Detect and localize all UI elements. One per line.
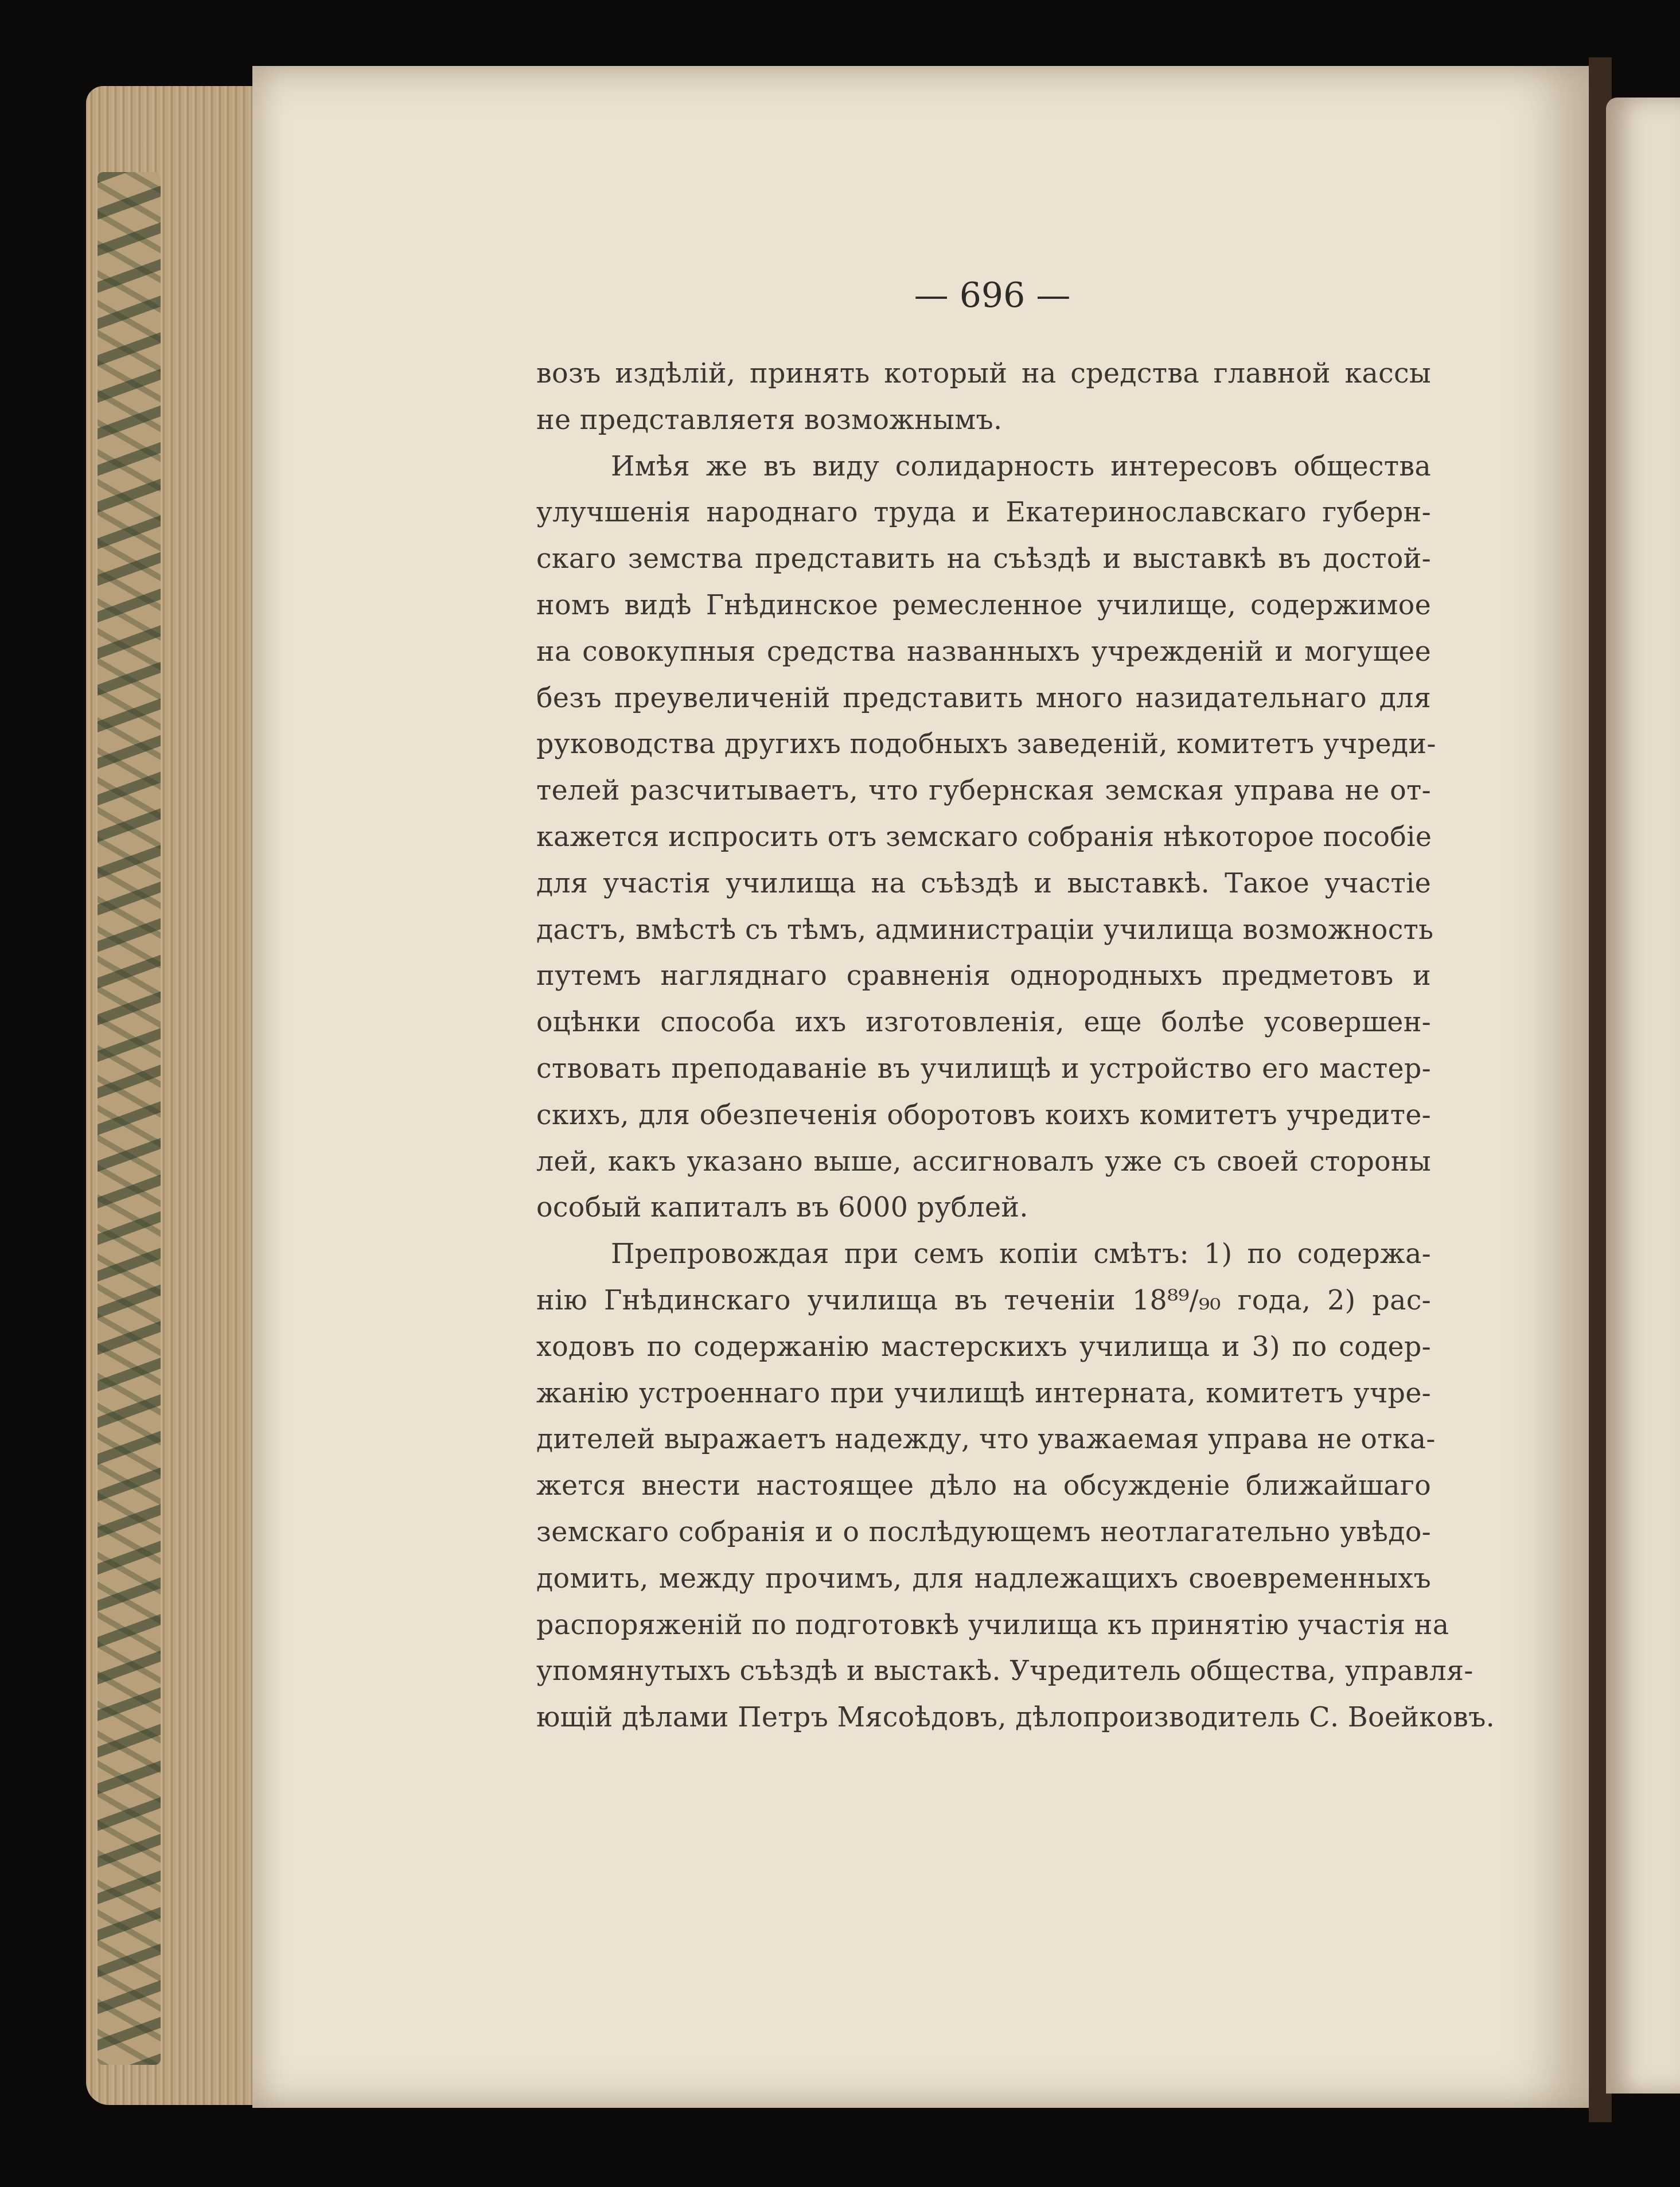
marbled-edge	[98, 172, 161, 2065]
text-line: на совокупныя средства названныхъ учрежденій и могущее	[536, 636, 1431, 668]
text-line: земскаго собранія и о послѣдующемъ неотлагательно увѣдо-	[536, 1516, 1431, 1548]
text-line: Имѣя же въ виду солидарность интересовъ общества	[611, 450, 1431, 482]
text-line: жется внести настоящее дѣло на обсужденіе ближайшаго	[536, 1470, 1431, 1502]
adjacent-page-edge	[1606, 98, 1680, 2094]
text-line: нію Гнѣдинскаго училища въ теченіи 18⁸⁹/₉₀ года, 2) рас-	[536, 1284, 1431, 1316]
text-line: лей, какъ указано выше, ассигновалъ уже съ своей стороны	[536, 1145, 1431, 1178]
text-line: упомянутыхъ съѣздѣ и выстакѣ. Учредитель общества, управля-	[536, 1655, 1474, 1687]
text-line: распоряженій по подготовкѣ училища къ принятію участія на	[536, 1609, 1449, 1641]
page-number: — 696 —	[914, 275, 1071, 315]
text-line: дастъ, вмѣстѣ съ тѣмъ, администраціи училища возможность	[536, 914, 1434, 946]
text-line: особый капиталъ въ 6000 рублей.	[536, 1192, 1028, 1224]
text-line: ходовъ по содержанію мастерскихъ училища и 3) по содер-	[536, 1331, 1431, 1363]
text-line: руководства другихъ подобныхъ заведеній, комитетъ учреди-	[536, 728, 1436, 761]
text-line: путемъ нагляднаго сравненія однородныхъ предметовъ и	[536, 960, 1431, 992]
book-page-edges	[86, 86, 258, 2105]
page-body-text	[536, 351, 1495, 1741]
text-line: кажется испросить отъ земскаго собранія нѣкоторое пособіе	[536, 821, 1432, 853]
text-line: Препровождая при семъ копіи смѣтъ: 1) по содержа-	[611, 1238, 1431, 1270]
text-line: ствовать преподаваніе въ училищѣ и устройство его мастер-	[536, 1052, 1431, 1085]
text-line: оцѣнки способа ихъ изготовленія, еще болѣе усовершен-	[536, 1007, 1431, 1039]
text-line: домить, между прочимъ, для надлежащихъ своевременныхъ	[536, 1562, 1431, 1595]
text-line: жанію устроеннаго при училищѣ интерната, комитетъ учре-	[536, 1377, 1431, 1409]
text-line: возъ издѣлій, принять который на средства главной кассы	[536, 358, 1431, 389]
text-line: улучшенія народнаго труда и Екатеринославскаго губерн-	[536, 497, 1431, 529]
left-background	[0, 0, 86, 2187]
text-line: не представляетя возможнымъ.	[536, 404, 1003, 436]
text-line: ющій дѣлами Петръ Мясоѣдовъ, дѣлопроизводитель С. Воейковъ.	[536, 1702, 1495, 1734]
text-line: номъ видѣ Гнѣдинское ремесленное училище, содержимое	[536, 589, 1431, 621]
text-line: скихъ, для обезпеченія оборотовъ коихъ комитетъ учредите-	[536, 1099, 1431, 1131]
text-line: для участія училища на съѣздѣ и выставкѣ. Такое участіе	[536, 867, 1431, 899]
text-line: безъ преувеличеній представить много назидательнаго для	[536, 682, 1431, 714]
text-line: скаго земства представить на съѣздѣ и выставкѣ въ достой-	[536, 543, 1431, 575]
text-line: телей разсчитываетъ, что губернская земская управа не от-	[536, 775, 1431, 807]
text-line: дителей выражаетъ надежду, что уважаемая управа не отка-	[536, 1424, 1436, 1456]
